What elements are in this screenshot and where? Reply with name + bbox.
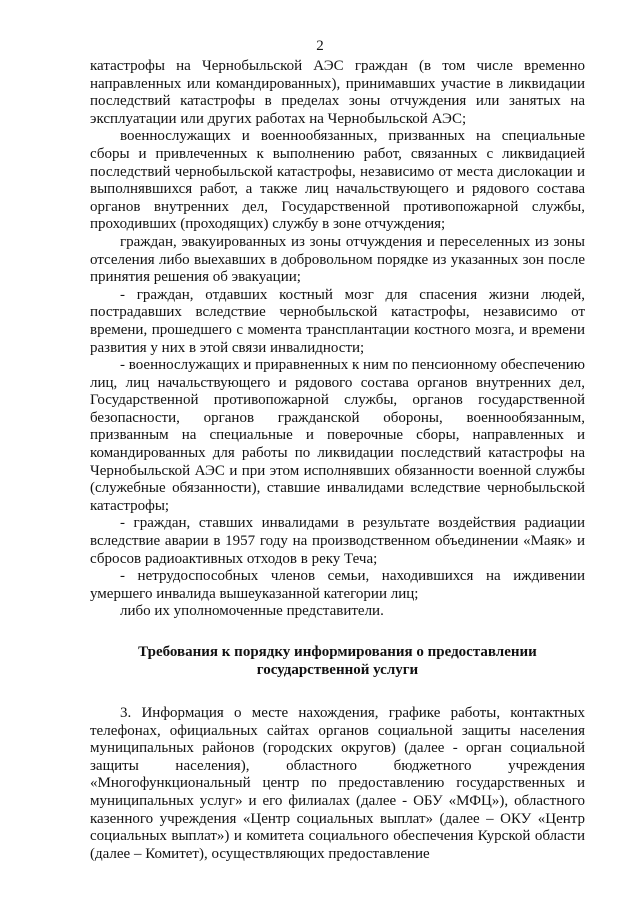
paragraph-mayak-victims: - граждан, ставших инвалидами в результате воздействия радиации вследствие аварии в 1957 году на производственном объединении «Маяк» и сбросов радиоактивных отходов в реку Теча; xyxy=(90,515,585,567)
paragraph-bone-marrow-donors: - граждан, отдавших костный мозг для спасения жизни людей, пострадавших вследствие чернобыльской катастрофы, независимо от времени, прошедшего с момента трансплантации костного мозга, и времени развития у них в этой связи инвалидности; xyxy=(90,286,585,356)
paragraph-family-members: - нетрудоспособных членов семьи, находившихся на иждивении умершего инвалида вышеуказанной категории лиц; xyxy=(90,568,585,602)
paragraph-military-servicemen: военнослужащих и военнообязанных, призванных на специальные сборы и привлеченных к выполнению работ, связанных с ликвидацией последствий чернобыльской катастрофы, независимо от места дислокации и выполнявшихся работ, а также лиц начальствующего и рядового состава органов внутренних дел, Государственной противопожарной службы, проходивших (проходящих) службу в зоне отчуждения; xyxy=(90,128,585,233)
paragraph-representatives: либо их уполномоченные представители. xyxy=(120,603,384,620)
section-heading xyxy=(90,643,585,679)
section-heading-line-2: государственной услуги xyxy=(256,662,419,678)
paragraph-clause-3: 3. Информация о месте нахождения, графике работы, контактных телефонах, официальных сайтах органов социальной защиты населения муниципальных районов (городских округов) (далее - орган социальной защиты населения), областного бюджетного учреждения «Многофункциональный центр по предоставлению государственных и муниципальных услуг» и его филиалах (далее - ОБУ «МФЦ»), областного казенного учреждения «Центр социальных выплат» (далее – ОКУ «Центр социальных выплат») и комитета социального обеспечения Курской области (далее – Комитет), осуществляющих предоставление xyxy=(90,705,585,862)
paragraph-liquidators: катастрофы на Чернобыльской АЭС граждан (в том числе временно направленных или командированных), принимавших участие в ликвидации последствий катастрофы в пределах зоны отчуждения или занятых на эксплуатации или других работах на Чернобыльской АЭС; xyxy=(90,58,585,127)
section-heading-line-1: Требования к порядку информирования о предоставлении xyxy=(138,644,537,660)
paragraph-disabled-servicemen: - военнослужащих и приравненных к ним по пенсионному обеспечению лиц, лиц начальствующего и рядового состава органов внутренних дел, Государственной противопожарной службы, органов государственной безопасности, органов гражданской обороны, военнообязанным, призванным на специальные и поверочные сборы, направленных и командированных для работы по ликвидации последствий катастрофы на Чернобыльской АЭС и при этом исполнявших обязанности военной службы (служебные обязанности), ставшие инвалидами вследствие чернобыльской катастрофы; xyxy=(90,357,585,514)
document-body xyxy=(90,58,585,863)
page-number: 2 xyxy=(316,38,324,54)
paragraph-evacuated-citizens: граждан, эвакуированных из зоны отчуждения и переселенных из зоны отселения либо выехавших в добровольном порядке из указанных зон после принятия решения об эвакуации; xyxy=(90,233,585,286)
